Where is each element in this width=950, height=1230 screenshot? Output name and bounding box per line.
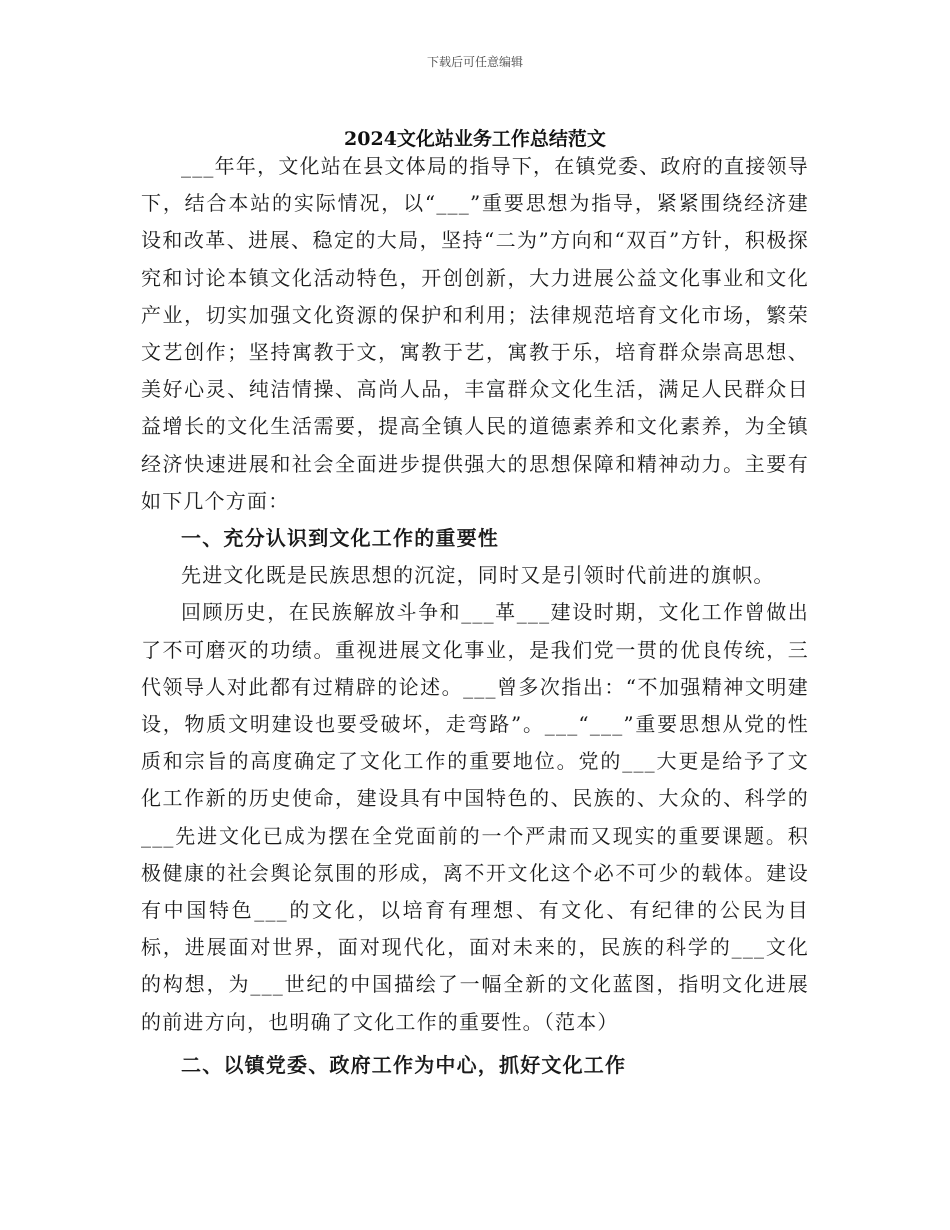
paragraph-advanced-culture: 先进文化既是民族思想的沉淀，同时又是引领时代前进的旗帜。 bbox=[181, 563, 775, 588]
paragraph-history-review: 回顾历史，在民族解放斗争和___革___建设时期，文化工作曾做出了不可磨灭的功绩。重视进展文化事业，是我们党一贯的优良传统，三代领导人对此都有过精辟的论述。___曾多次指出：“不加强精神文明建设，物质文明建设也要受破坏，走弯路”。___“___”重要思想从党的性质和宗旨的高度确定了文化工作的重要地位。党的___大更是给予了文化工作新的历史使命，建设具有中国特色的、民族的、大众的、科学的___先进文化已成为摆在全党面前的一个严肃而又现实的重要课题。积极健康的社会舆论氛围的形成，离不开文化这个必不可少的载体。建设有中国特色___的文化，以培育有理想、有文化、有纪律的公民为目标，进展面对世界，面对现代化，面对未来的，民族的科学的___文化的构想，为___世纪的中国描绘了一幅全新的文化蓝图，指明文化进展的前进方向，也明确了文化工作的重要性。（范本） bbox=[141, 600, 809, 1034]
document-title: 2024文化站业务工作总结范文 bbox=[344, 128, 606, 150]
section-heading-1: 一、充分认识到文化工作的重要性 bbox=[181, 526, 499, 551]
header-note: 下载后可任意编辑 bbox=[426, 55, 523, 69]
section-heading-2: 二、以镇党委、政府工作为中心，抓好文化工作 bbox=[181, 1052, 627, 1077]
paragraph-intro: ___年年，文化站在县文体局的指导下，在镇党委、政府的直接领导下，结合本站的实际情况，以“___”重要思想为指导，紧紧围绕经济建设和改革、进展、稳定的大局，坚持“二为”方向和“双百”方针，积极探究和讨论本镇文化活动特色，开创创新，大力进展公益文化事业和文化产业，切实加强文化资源的保护和利用；法律规范培育文化市场，繁荣文艺创作；坚持寓教于文，寓教于艺，寓教于乐，培育群众崇高思想、美好心灵、纯洁情操、高尚人品，丰富群众文化生活，满足人民群众日益增长的文化生活需要，提高全镇人民的道德素养和文化素养，为全镇经济快速进展和社会全面进步提供强大的思想保障和精神动力。主要有如下几个方面： bbox=[141, 154, 809, 513]
document-body bbox=[141, 148, 809, 1084]
